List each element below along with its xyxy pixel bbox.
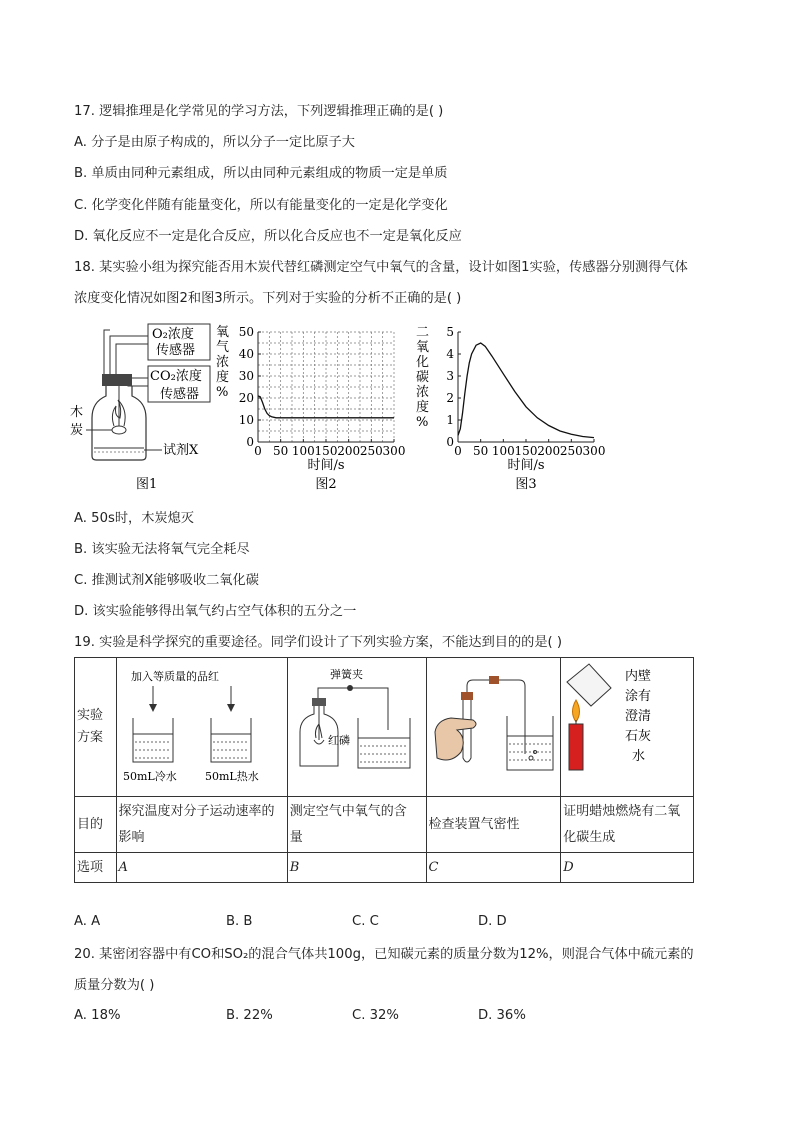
x-tick-label: 50: [473, 444, 489, 458]
x-tick-label: 50: [273, 444, 289, 458]
goal-d: 证明蜡烛燃烧有二氧 化碳生成: [561, 797, 694, 853]
y-tick-label: 4: [446, 347, 454, 361]
y-tick-label: 40: [238, 347, 254, 361]
x-tick-label: 300: [582, 444, 606, 458]
q20-option-d: D. 36%: [478, 1008, 526, 1023]
row-head-goal: 目的: [75, 797, 117, 853]
charcoal-label-1: 木: [70, 405, 84, 420]
plan-d-figure: [561, 658, 694, 797]
row-head-option: 选项: [75, 853, 117, 883]
y-axis-label-char: %: [416, 415, 429, 430]
q17-option-b: B. 单质由同种元素组成，所以由同种元素组成的物质一定是单质: [74, 166, 448, 181]
x-tick-label: 200: [337, 444, 361, 458]
q20-options: [74, 1008, 634, 1028]
q20-option-b: B. 22%: [226, 1008, 273, 1023]
fig3-chart: [414, 322, 614, 492]
x-tick-label: 250: [559, 444, 583, 458]
goal-b: 测定空气中氧气的含 量: [287, 797, 426, 853]
q20-option-a: A. 18%: [74, 1008, 121, 1023]
q18-option-a: A. 50s时，木炭熄灭: [74, 511, 194, 526]
q19-option-c: C. C: [352, 914, 379, 929]
q18-option-b: B. 该实验无法将氧气完全耗尽: [74, 542, 250, 557]
fig-d-label-2: 涂有: [625, 689, 652, 704]
plan-c-figure: [426, 658, 561, 797]
q18-option-d: D. 该实验能够得出氧气约占空气体积的五分之一: [74, 604, 357, 619]
y-tick-label: 1: [446, 413, 454, 427]
y-axis-label-char: 氧: [416, 340, 430, 355]
q20-option-c: C. 32%: [352, 1008, 399, 1023]
fig-d-label-3: 澄清: [625, 709, 652, 724]
co2-sensor-label-2: 传感器: [160, 387, 200, 402]
y-tick-label: 5: [446, 325, 454, 339]
q18-stem-line1: 18. 某实验小组为探究能否用木炭代替红磷测定空气中氧气的含量，设计如图1实验，传感器分别测得气体: [74, 260, 688, 275]
y-tick-label: 30: [238, 369, 254, 383]
y-axis-label-char: 浓: [416, 385, 430, 400]
fig1-apparatus: [70, 322, 230, 492]
y-axis-label-char: %: [216, 385, 229, 400]
q17-option-a: A. 分子是由原子构成的，所以分子一定比原子大: [74, 135, 355, 150]
fig-d-label-1: 内壁: [625, 669, 652, 684]
chart-caption: 图3: [515, 477, 537, 492]
series-line: [458, 343, 594, 438]
y-tick-label: 50: [238, 325, 254, 339]
fig-b-phos-label: 红磷: [327, 734, 350, 747]
co2-sensor-label-1: CO₂浓度: [150, 369, 202, 384]
y-tick-label: 20: [238, 391, 254, 405]
y-axis-label-char: 碳: [416, 370, 430, 385]
series-line: [258, 396, 394, 418]
q17-option-c: C. 化学变化伴随有能量变化，所以有能量变化的一定是化学变化: [74, 198, 448, 213]
o2-sensor-label-2: 传感器: [156, 343, 196, 358]
q17-option-d: D. 氧化反应不一定是化合反应，所以化合反应也不一定是氧化反应: [74, 229, 462, 244]
y-axis-label-char: 二: [416, 325, 430, 340]
q19-options: [74, 914, 634, 934]
x-tick-label: 200: [537, 444, 561, 458]
o2-sensor-label-1: O₂浓度: [152, 327, 194, 342]
y-tick-label: 3: [446, 369, 454, 383]
y-axis-label-char: 度: [216, 370, 230, 385]
x-axis-label: 时间/s: [507, 458, 545, 473]
chart-caption: 图2: [315, 477, 337, 492]
q20-stem-line1: 20. 某密闭容器中有CO和SO₂的混合气体共100g，已知碳元素的质量分数为12%，则混合气体中硫元素的: [74, 947, 694, 962]
x-tick-label: 0: [454, 444, 462, 458]
letter-c: C: [426, 853, 561, 883]
plan-a-figure: [116, 658, 287, 797]
letter-a: A: [116, 853, 287, 883]
fig1-caption: 图1: [136, 477, 158, 492]
fig-d-label-4: 石灰: [625, 729, 652, 744]
x-tick-label: 150: [314, 444, 338, 458]
y-tick-label: 10: [238, 413, 254, 427]
x-tick-label: 250: [359, 444, 383, 458]
x-tick-label: 100: [291, 444, 315, 458]
fig2-chart: [214, 322, 414, 492]
y-axis-label-char: 化: [416, 355, 430, 370]
y-axis-label-char: 氧: [216, 325, 230, 340]
y-axis-label-char: 浓: [216, 355, 230, 370]
q18-stem-line2: 浓度变化情况如图2和图3所示。下列对于实验的分析不正确的是( ): [74, 291, 462, 306]
y-axis-label-char: 度: [416, 400, 430, 415]
y-tick-label: 2: [446, 391, 454, 405]
goal-a: 探究温度对分子运动速率的 影响: [116, 797, 287, 853]
row-head-plan: 实验 方案: [75, 658, 117, 797]
fig-a-top-label: 加入等质量的品红: [130, 670, 219, 683]
fig-a-left-label: 50mL冷水: [122, 770, 177, 783]
fig-a-right-label: 50mL热水: [204, 770, 259, 783]
x-tick-label: 150: [514, 444, 538, 458]
y-tick-label: 0: [446, 435, 454, 449]
fig-b-clip-label: 弹簧夹: [329, 668, 363, 681]
q20-stem-line2: 质量分数为( ): [74, 978, 155, 993]
q18-option-c: C. 推测试剂X能够吸收二氧化碳: [74, 573, 259, 588]
letter-d: D: [561, 853, 694, 883]
x-tick-label: 100: [491, 444, 515, 458]
x-tick-label: 300: [382, 444, 406, 458]
charcoal-label-2: 炭: [70, 423, 84, 438]
x-axis-label: 时间/s: [307, 458, 345, 473]
q19-option-b: B. B: [226, 914, 253, 929]
fig-d-label-5: 水: [632, 749, 646, 764]
y-tick-label: 0: [246, 435, 254, 449]
goal-c: 检查装置气密性: [426, 797, 561, 853]
q17-stem: 17. 逻辑推理是化学常见的学习方法，下列逻辑推理正确的是( ): [74, 104, 444, 119]
letter-b: B: [287, 853, 426, 883]
y-axis-label-char: 气: [216, 340, 230, 355]
q19-experiment-table: [74, 657, 694, 883]
reagent-label: 试剂X: [163, 443, 199, 458]
q19-option-d: D. D: [478, 914, 507, 929]
q19-option-a: A. A: [74, 914, 101, 929]
x-tick-label: 0: [254, 444, 262, 458]
q19-stem: 19. 实验是科学探究的重要途径。同学们设计了下列实验方案，不能达到目的的是( ): [74, 635, 563, 650]
plan-b-figure: [287, 658, 426, 797]
